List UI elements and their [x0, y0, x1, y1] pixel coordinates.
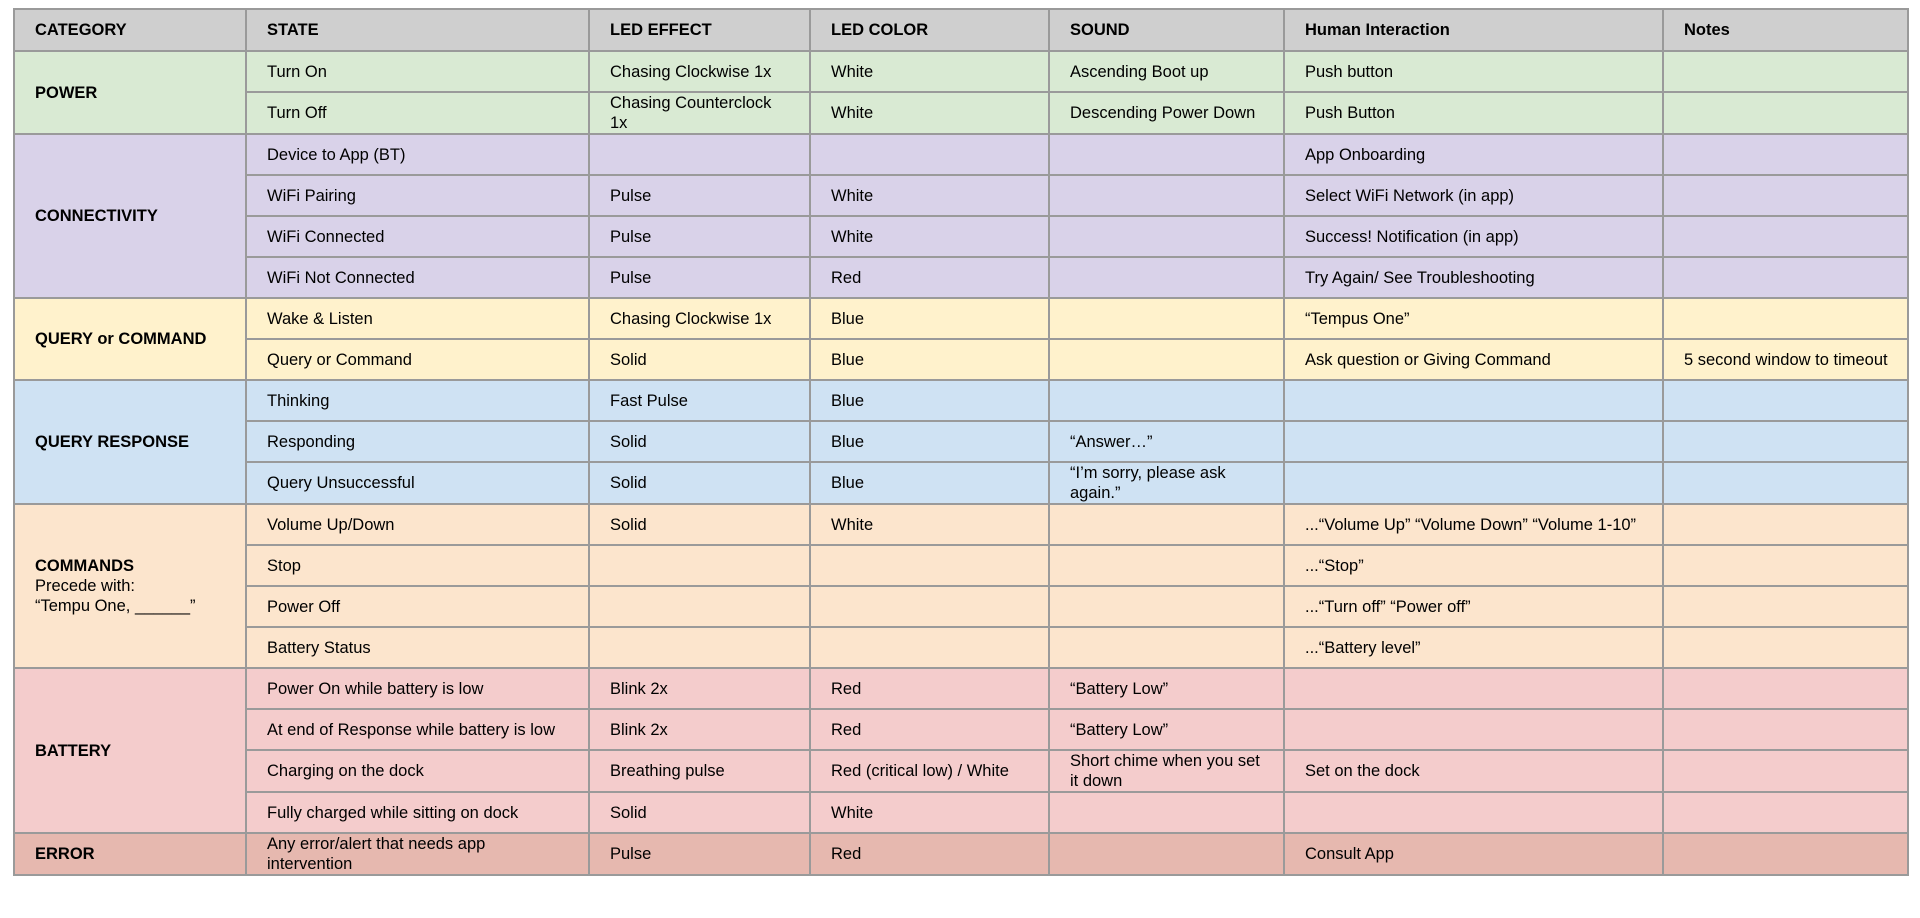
state-cell[interactable]: WiFi Connected — [246, 216, 589, 257]
state-cell[interactable]: Thinking — [246, 380, 589, 421]
led-effect-cell[interactable]: Blink 2x — [589, 668, 810, 709]
led-color-cell[interactable]: Red — [810, 833, 1049, 875]
notes-cell[interactable] — [1663, 545, 1908, 586]
header-human-interaction[interactable]: Human Interaction — [1284, 9, 1663, 51]
sound-cell[interactable]: “Answer…” — [1049, 421, 1284, 462]
table-row — [14, 545, 1908, 586]
led-effect-cell[interactable]: Pulse — [589, 216, 810, 257]
category-cell-power[interactable] — [14, 51, 246, 134]
led-color-cell[interactable]: Red (critical low) / White — [810, 750, 1049, 792]
table-row — [14, 134, 1908, 175]
category-label: ERROR — [35, 845, 95, 863]
notes-cell[interactable] — [1663, 257, 1908, 298]
category-cell-connectivity[interactable] — [14, 134, 246, 298]
table-row — [14, 339, 1908, 380]
table-row — [14, 257, 1908, 298]
state-cell[interactable]: Volume Up/Down — [246, 504, 589, 545]
category-label: CONNECTIVITY — [35, 207, 158, 225]
table-body — [14, 51, 1908, 875]
category-cell-commands[interactable] — [14, 504, 246, 668]
led-effect-cell[interactable] — [589, 586, 810, 627]
table-row — [14, 51, 1908, 92]
human-interaction-cell[interactable]: “Tempus One” — [1284, 298, 1663, 339]
sound-cell[interactable] — [1049, 586, 1284, 627]
sound-cell[interactable] — [1049, 257, 1284, 298]
sound-cell[interactable]: Descending Power Down — [1049, 92, 1284, 134]
state-cell[interactable]: Turn On — [246, 51, 589, 92]
led-color-cell[interactable]: Blue — [810, 421, 1049, 462]
category-label: BATTERY — [35, 741, 112, 760]
led-color-cell[interactable] — [810, 545, 1049, 586]
sound-cell[interactable] — [1049, 216, 1284, 257]
header-led-color[interactable]: LED COLOR — [810, 9, 1049, 51]
led-color-cell[interactable]: White — [810, 92, 1049, 134]
state-cell[interactable]: Stop — [246, 545, 589, 586]
notes-cell[interactable] — [1663, 709, 1908, 750]
led-color-cell[interactable]: Red — [810, 668, 1049, 709]
human-interaction-cell[interactable]: ...“Turn off” “Power off” — [1284, 586, 1663, 627]
notes-cell[interactable] — [1663, 421, 1908, 462]
human-interaction-cell[interactable]: ...“Volume Up” “Volume Down” “Volume 1-10” — [1284, 504, 1663, 545]
state-cell[interactable]: Device to App (BT) — [246, 134, 589, 175]
category-subtext: Precede with: — [35, 577, 135, 595]
header-sound[interactable]: SOUND — [1049, 9, 1284, 51]
human-interaction-cell[interactable] — [1284, 792, 1663, 833]
table-row — [14, 175, 1908, 216]
notes-cell[interactable] — [1663, 51, 1908, 92]
category-cell-battery[interactable] — [14, 668, 246, 833]
table-row — [14, 462, 1908, 504]
led-effect-cell[interactable]: Fast Pulse — [589, 380, 810, 421]
state-cell[interactable]: Query Unsuccessful — [246, 462, 589, 504]
header-row — [14, 9, 1908, 51]
human-interaction-cell[interactable]: Consult App — [1284, 833, 1663, 875]
table-row — [14, 833, 1908, 875]
notes-cell[interactable] — [1663, 586, 1908, 627]
spreadsheet-table — [13, 8, 1909, 876]
led-color-cell[interactable]: White — [810, 216, 1049, 257]
human-interaction-cell[interactable]: App Onboarding — [1284, 134, 1663, 175]
table-row — [14, 792, 1908, 833]
notes-cell[interactable] — [1663, 792, 1908, 833]
sound-cell[interactable] — [1049, 792, 1284, 833]
notes-cell[interactable] — [1663, 833, 1908, 875]
human-interaction-cell[interactable] — [1284, 709, 1663, 750]
sound-cell[interactable]: “Battery Low” — [1049, 709, 1284, 750]
sound-cell[interactable] — [1049, 545, 1284, 586]
table-row — [14, 627, 1908, 668]
human-interaction-cell[interactable]: Ask question or Giving Command — [1284, 339, 1663, 380]
led-effect-cell[interactable]: Solid — [589, 462, 810, 504]
led-effect-cell[interactable]: Breathing pulse — [589, 750, 810, 792]
sound-cell[interactable] — [1049, 627, 1284, 668]
led-color-cell[interactable]: Blue — [810, 339, 1049, 380]
led-effect-cell[interactable]: Pulse — [589, 833, 810, 875]
state-cell[interactable]: Power On while battery is low — [246, 668, 589, 709]
led-effect-cell[interactable]: Chasing Clockwise 1x — [589, 298, 810, 339]
led-effect-cell[interactable]: Pulse — [589, 175, 810, 216]
state-cell[interactable]: Wake & Listen — [246, 298, 589, 339]
led-effect-cell[interactable]: Pulse — [589, 257, 810, 298]
human-interaction-cell[interactable]: Success! Notification (in app) — [1284, 216, 1663, 257]
notes-cell[interactable] — [1663, 627, 1908, 668]
led-color-cell[interactable]: Blue — [810, 298, 1049, 339]
led-color-cell[interactable]: White — [810, 504, 1049, 545]
state-cell[interactable]: At end of Response while battery is low — [246, 709, 589, 750]
human-interaction-cell[interactable] — [1284, 421, 1663, 462]
sound-cell[interactable] — [1049, 833, 1284, 875]
category-cell-query[interactable] — [14, 298, 246, 380]
led-color-cell[interactable]: White — [810, 792, 1049, 833]
sound-cell[interactable] — [1049, 175, 1284, 216]
led-effect-cell[interactable] — [589, 627, 810, 668]
human-interaction-cell[interactable]: Set on the dock — [1284, 750, 1663, 792]
led-effect-cell[interactable]: Solid — [589, 792, 810, 833]
human-interaction-cell[interactable] — [1284, 462, 1663, 504]
table-row — [14, 298, 1908, 339]
category-label: POWER — [35, 83, 98, 102]
notes-cell[interactable] — [1663, 134, 1908, 175]
header-notes[interactable]: Notes — [1663, 9, 1908, 51]
led-color-cell[interactable] — [810, 586, 1049, 627]
header-led-effect[interactable]: LED EFFECT — [589, 9, 810, 51]
notes-cell[interactable] — [1663, 668, 1908, 709]
table-row — [14, 92, 1908, 134]
sound-cell[interactable] — [1049, 339, 1284, 380]
human-interaction-cell[interactable] — [1284, 380, 1663, 421]
led-color-cell[interactable]: Blue — [810, 462, 1049, 504]
human-interaction-cell[interactable]: ...“Stop” — [1284, 545, 1663, 586]
table-row — [14, 504, 1908, 545]
led-effect-cell[interactable] — [589, 545, 810, 586]
header-category[interactable]: CATEGORY — [14, 9, 246, 51]
state-cell[interactable]: Power Off — [246, 586, 589, 627]
human-interaction-cell[interactable]: Push button — [1284, 51, 1663, 92]
state-cell[interactable]: WiFi Not Connected — [246, 257, 589, 298]
notes-cell[interactable] — [1663, 92, 1908, 134]
notes-cell[interactable] — [1663, 750, 1908, 792]
human-interaction-cell[interactable] — [1284, 668, 1663, 709]
table-row — [14, 709, 1908, 750]
sound-cell[interactable] — [1049, 298, 1284, 339]
category-label: COMMANDS — [35, 557, 134, 575]
led-effect-cell[interactable]: Chasing Counterclock 1x — [589, 92, 810, 134]
notes-cell[interactable] — [1663, 504, 1908, 545]
state-cell[interactable]: Turn Off — [246, 92, 589, 134]
human-interaction-cell[interactable]: Select WiFi Network (in app) — [1284, 175, 1663, 216]
led-color-cell[interactable] — [810, 627, 1049, 668]
sound-cell[interactable] — [1049, 134, 1284, 175]
led-effect-cell[interactable]: Solid — [589, 421, 810, 462]
human-interaction-cell[interactable]: Try Again/ See Troubleshooting — [1284, 257, 1663, 298]
table-row — [14, 668, 1908, 709]
human-interaction-cell[interactable]: Push Button — [1284, 92, 1663, 134]
state-cell[interactable]: Charging on the dock — [246, 750, 589, 792]
state-cell[interactable]: Any error/alert that needs app intervention — [246, 833, 589, 875]
state-cell[interactable]: WiFi Pairing — [246, 175, 589, 216]
led-effect-cell[interactable] — [589, 134, 810, 175]
sound-cell[interactable]: Short chime when you set it down — [1049, 750, 1284, 792]
notes-cell[interactable] — [1663, 216, 1908, 257]
category-subtext: “Tempu One, ______” — [35, 597, 196, 615]
notes-cell[interactable] — [1663, 175, 1908, 216]
state-cell[interactable]: Battery Status — [246, 627, 589, 668]
table-row — [14, 380, 1908, 421]
sound-cell[interactable] — [1049, 504, 1284, 545]
led-effect-cell[interactable]: Chasing Clockwise 1x — [589, 51, 810, 92]
state-cell[interactable]: Query or Command — [246, 339, 589, 380]
notes-cell[interactable] — [1663, 380, 1908, 421]
sound-cell[interactable]: “I’m sorry, please ask again.” — [1049, 462, 1284, 504]
category-cell-error[interactable] — [14, 833, 246, 875]
led-color-cell[interactable]: White — [810, 175, 1049, 216]
led-effect-cell[interactable]: Solid — [589, 339, 810, 380]
state-cell[interactable]: Responding — [246, 421, 589, 462]
category-cell-response[interactable] — [14, 380, 246, 504]
sound-cell[interactable]: “Battery Low” — [1049, 668, 1284, 709]
state-cell[interactable]: Fully charged while sitting on dock — [246, 792, 589, 833]
notes-cell[interactable] — [1663, 298, 1908, 339]
table-row — [14, 216, 1908, 257]
sound-cell[interactable]: Ascending Boot up — [1049, 51, 1284, 92]
led-effect-cell[interactable]: Solid — [589, 504, 810, 545]
sound-cell[interactable] — [1049, 380, 1284, 421]
human-interaction-cell[interactable]: ...“Battery level” — [1284, 627, 1663, 668]
led-color-cell[interactable]: White — [810, 51, 1049, 92]
led-color-cell[interactable]: Red — [810, 257, 1049, 298]
table-row — [14, 421, 1908, 462]
notes-cell[interactable]: 5 second window to timeout — [1663, 339, 1908, 380]
category-label: QUERY or COMMAND — [35, 330, 207, 348]
category-label: QUERY RESPONSE — [35, 433, 190, 451]
led-color-cell[interactable]: Blue — [810, 380, 1049, 421]
notes-cell[interactable] — [1663, 462, 1908, 504]
table-row — [14, 750, 1908, 792]
header-state[interactable]: STATE — [246, 9, 589, 51]
led-effect-cell[interactable]: Blink 2x — [589, 709, 810, 750]
led-color-cell[interactable]: Red — [810, 709, 1049, 750]
table-row — [14, 586, 1908, 627]
led-color-cell[interactable] — [810, 134, 1049, 175]
